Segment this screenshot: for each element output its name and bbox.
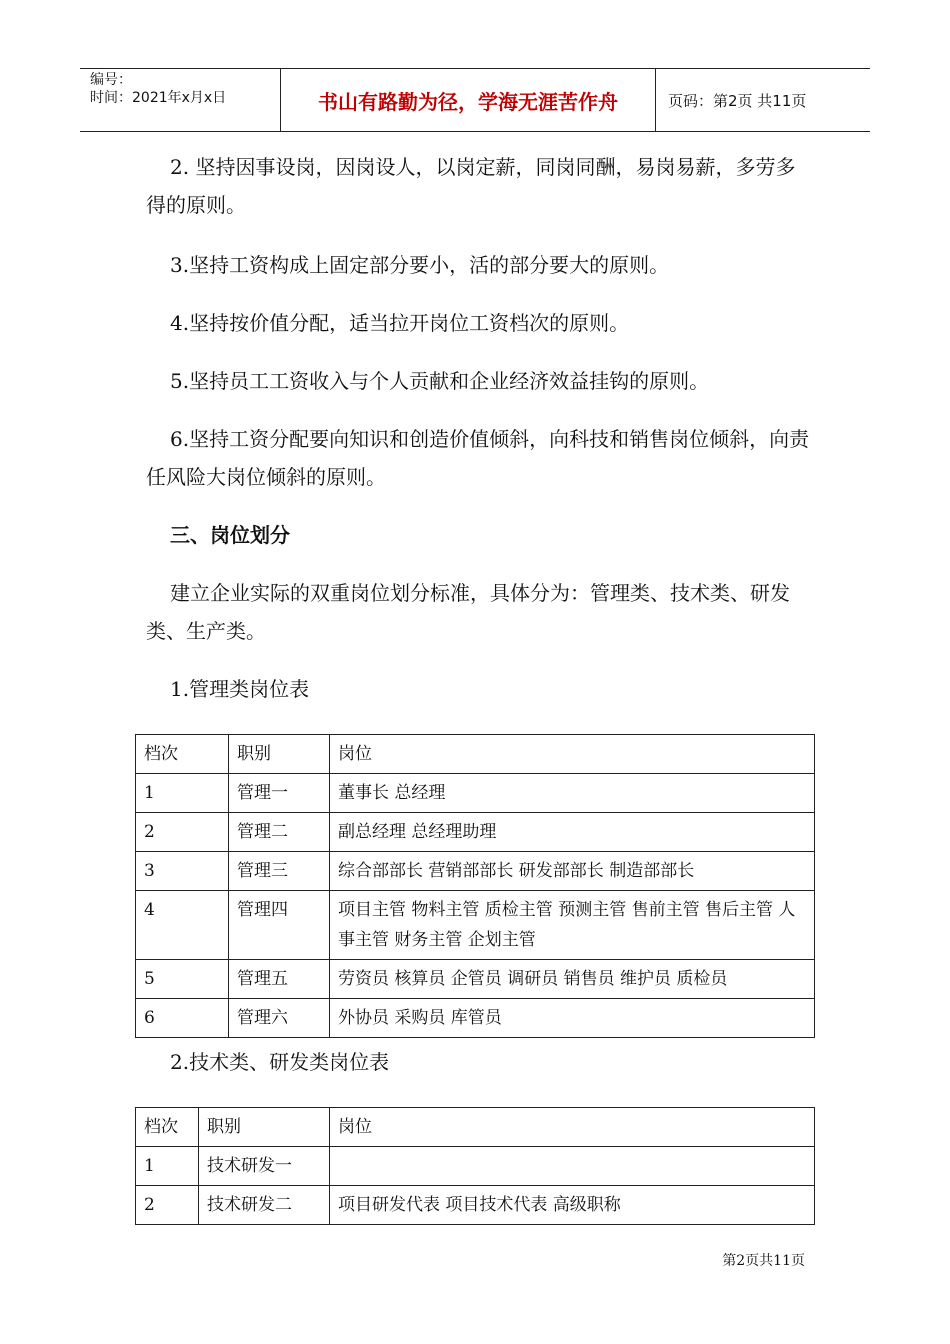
paragraph-4: 4.坚持按价值分配，适当拉开岗位工资档次的原则。: [170, 311, 630, 335]
table-cell: 副总经理 总经理助理: [330, 813, 815, 852]
paragraph-5: 5.坚持员工工资收入与个人贡献和企业经济效益挂钩的原则。: [170, 369, 710, 393]
table-header-cell: 岗位: [330, 735, 815, 774]
table-cell: 项目研发代表 项目技术代表 高级职称: [330, 1186, 815, 1225]
table-cell: 管理六: [229, 999, 330, 1038]
header-page-info: 页码：第2页 共11页: [668, 91, 807, 110]
section-intro: 建立企业实际的双重岗位划分标准，具体分为：管理类、技术类、研发类、生产类。: [146, 581, 790, 643]
table-row: [136, 813, 815, 852]
table-header-cell: 岗位: [330, 1108, 815, 1147]
table-cell: 管理二: [229, 813, 330, 852]
table-cell: 劳资员 核算员 企管员 调研员 销售员 维护员 质检员: [330, 960, 815, 999]
table-cell: 项目主管 物料主管 质检主管 预测主管 售前主管 售后主管 人事主管 财务主管 企划主管: [330, 891, 815, 960]
table-header-cell: 职别: [199, 1108, 330, 1147]
table-cell: 管理四: [229, 891, 330, 960]
table2-caption: 2.技术类、研发类岗位表: [170, 1050, 390, 1074]
table-cell: 管理三: [229, 852, 330, 891]
table1-caption: 1.管理类岗位表: [170, 677, 310, 701]
table-row: [136, 891, 815, 960]
table-row: [136, 960, 815, 999]
table-cell: 6: [136, 999, 229, 1038]
table-cell: 技术研发二: [199, 1186, 330, 1225]
table-header-cell: 档次: [136, 1108, 199, 1147]
paragraph-3: 3.坚持工资构成上固定部分要小，活的部分要大的原则。: [170, 253, 670, 277]
table-row: [136, 999, 815, 1038]
page-footer: 第2页共11页: [722, 1253, 805, 1269]
table-cell: 1: [136, 1147, 199, 1186]
table-cell: 管理一: [229, 774, 330, 813]
header-meta: [80, 69, 281, 131]
table-header-row: [136, 735, 815, 774]
table-cell: 管理五: [229, 960, 330, 999]
paragraph-2: 2. 坚持因事设岗，因岗设人，以岗定薪，同岗同酬，易岗易薪，多劳多得的原则。: [146, 155, 796, 217]
table-cell: 技术研发一: [199, 1147, 330, 1186]
table-header-cell: 档次: [136, 735, 229, 774]
table-cell: [330, 1147, 815, 1186]
table-header-cell: 职别: [229, 735, 330, 774]
section-title: 三、岗位划分: [170, 523, 290, 547]
header-motto: 书山有路勤为径，学海无涯苦作舟: [281, 69, 656, 131]
technical-rd-positions-table: [135, 1107, 815, 1225]
management-positions-table: [135, 734, 815, 1038]
table-cell: 1: [136, 774, 229, 813]
table-cell: 2: [136, 1186, 199, 1225]
table-row: [136, 1147, 815, 1186]
page-header: [80, 68, 870, 132]
document-number-label: 编号：: [90, 72, 132, 88]
table-header-row: [136, 1108, 815, 1147]
table-cell: 外协员 采购员 库管员: [330, 999, 815, 1038]
table-cell: 4: [136, 891, 229, 960]
table-cell: 5: [136, 960, 229, 999]
table-row: [136, 774, 815, 813]
table-cell: 3: [136, 852, 229, 891]
table-cell: 2: [136, 813, 229, 852]
table-row: [136, 852, 815, 891]
table-row: [136, 1186, 815, 1225]
document-time-label: 时间：2021年x月x日: [90, 90, 227, 106]
paragraph-6: 6.坚持工资分配要向知识和创造价值倾斜，向科技和销售岗位倾斜，向责任风险大岗位倾斜的原则。: [146, 427, 810, 489]
table-cell: 董事长 总经理: [330, 774, 815, 813]
table-cell: 综合部部长 营销部部长 研发部部长 制造部部长: [330, 852, 815, 891]
